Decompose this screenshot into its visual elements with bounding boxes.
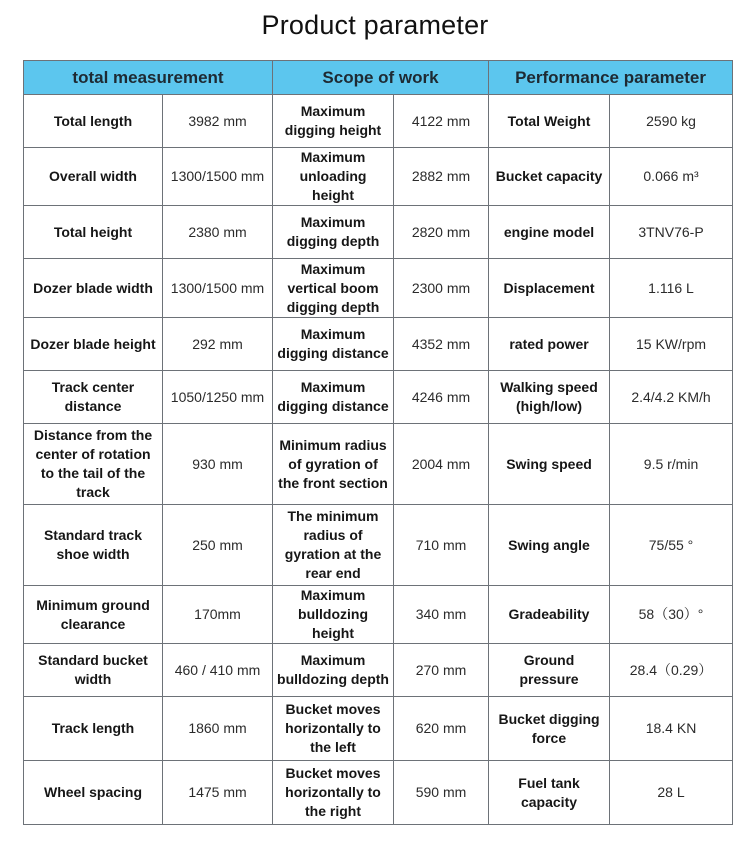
performance-value: 9.5 r/min	[610, 424, 733, 505]
table-row	[24, 761, 733, 825]
performance-value: 3TNV76-P	[610, 206, 733, 259]
measurement-label: Track length	[24, 697, 163, 761]
measurement-value: 170mm	[163, 586, 273, 644]
work-value: 710 mm	[394, 505, 489, 586]
performance-value: 2590 kg	[610, 95, 733, 148]
header-row	[24, 61, 733, 95]
work-label: The minimum radius of gyration at the rear end	[273, 505, 394, 586]
performance-label: Bucket digging force	[489, 697, 610, 761]
performance-value: 28.4（0.29）	[610, 644, 733, 697]
performance-label: Walking speed (high/low)	[489, 371, 610, 424]
performance-label: Displacement	[489, 259, 610, 318]
work-label: Minimum radius of gyration of the front section	[273, 424, 394, 505]
measurement-label: Standard track shoe width	[24, 505, 163, 586]
measurement-value: 292 mm	[163, 318, 273, 371]
performance-label: Swing angle	[489, 505, 610, 586]
page-title: Product parameter	[261, 10, 489, 40]
work-value: 4246 mm	[394, 371, 489, 424]
performance-label: Bucket capacity	[489, 148, 610, 206]
work-value: 2300 mm	[394, 259, 489, 318]
work-label: Maximum bulldozing height	[273, 586, 394, 644]
work-value: 2882 mm	[394, 148, 489, 206]
work-label: Maximum digging height	[273, 95, 394, 148]
measurement-value: 930 mm	[163, 424, 273, 505]
performance-label: rated power	[489, 318, 610, 371]
measurement-value: 2380 mm	[163, 206, 273, 259]
performance-label: Total Weight	[489, 95, 610, 148]
work-value: 590 mm	[394, 761, 489, 825]
measurement-label: Distance from the center of rotation to the tail of the track	[24, 424, 163, 505]
measurement-label: Minimum ground clearance	[24, 586, 163, 644]
performance-value: 28 L	[610, 761, 733, 825]
measurement-label: Wheel spacing	[24, 761, 163, 825]
table-row	[24, 424, 733, 505]
table-row	[24, 371, 733, 424]
performance-value: 15 KW/rpm	[610, 318, 733, 371]
work-value: 270 mm	[394, 644, 489, 697]
performance-label: Ground pressure	[489, 644, 610, 697]
measurement-value: 250 mm	[163, 505, 273, 586]
work-value: 340 mm	[394, 586, 489, 644]
measurement-label: Track center distance	[24, 371, 163, 424]
work-label: Maximum unloading height	[273, 148, 394, 206]
measurement-label: Dozer blade height	[24, 318, 163, 371]
performance-value: 18.4 KN	[610, 697, 733, 761]
work-value: 4122 mm	[394, 95, 489, 148]
measurement-value: 1475 mm	[163, 761, 273, 825]
measurement-label: Total length	[24, 95, 163, 148]
measurement-value: 460 / 410 mm	[163, 644, 273, 697]
table-row	[24, 586, 733, 644]
table-row	[24, 644, 733, 697]
table-row	[24, 206, 733, 259]
work-label: Maximum bulldozing depth	[273, 644, 394, 697]
work-label: Bucket moves horizontally to the right	[273, 761, 394, 825]
performance-value: 58（30）°	[610, 586, 733, 644]
measurement-value: 1300/1500 mm	[163, 259, 273, 318]
work-value: 4352 mm	[394, 318, 489, 371]
performance-value: 0.066 m³	[610, 148, 733, 206]
measurement-label: Total height	[24, 206, 163, 259]
table-row	[24, 505, 733, 586]
measurement-label: Dozer blade width	[24, 259, 163, 318]
table-row	[24, 148, 733, 206]
table-row	[24, 318, 733, 371]
performance-value: 75/55 °	[610, 505, 733, 586]
performance-label: Gradeability	[489, 586, 610, 644]
work-value: 2820 mm	[394, 206, 489, 259]
header-performance-parameter: Performance parameter	[489, 61, 733, 95]
performance-label: Fuel tank capacity	[489, 761, 610, 825]
performance-label: Swing speed	[489, 424, 610, 505]
work-value: 2004 mm	[394, 424, 489, 505]
measurement-value: 1860 mm	[163, 697, 273, 761]
header-scope-of-work: Scope of work	[273, 61, 489, 95]
measurement-label: Standard bucket width	[24, 644, 163, 697]
measurement-label: Overall width	[24, 148, 163, 206]
table-row	[24, 697, 733, 761]
work-value: 620 mm	[394, 697, 489, 761]
performance-value: 2.4/4.2 KM/h	[610, 371, 733, 424]
performance-value: 1.116 L	[610, 259, 733, 318]
table-row	[24, 259, 733, 318]
parameter-table	[23, 60, 733, 825]
work-label: Maximum digging distance	[273, 318, 394, 371]
work-label: Maximum vertical boom digging depth	[273, 259, 394, 318]
work-label: Maximum digging depth	[273, 206, 394, 259]
performance-label: engine model	[489, 206, 610, 259]
measurement-value: 1050/1250 mm	[163, 371, 273, 424]
table-row	[24, 95, 733, 148]
header-total-measurement: total measurement	[24, 61, 273, 95]
measurement-value: 3982 mm	[163, 95, 273, 148]
work-label: Bucket moves horizontally to the left	[273, 697, 394, 761]
work-label: Maximum digging distance	[273, 371, 394, 424]
measurement-value: 1300/1500 mm	[163, 148, 273, 206]
